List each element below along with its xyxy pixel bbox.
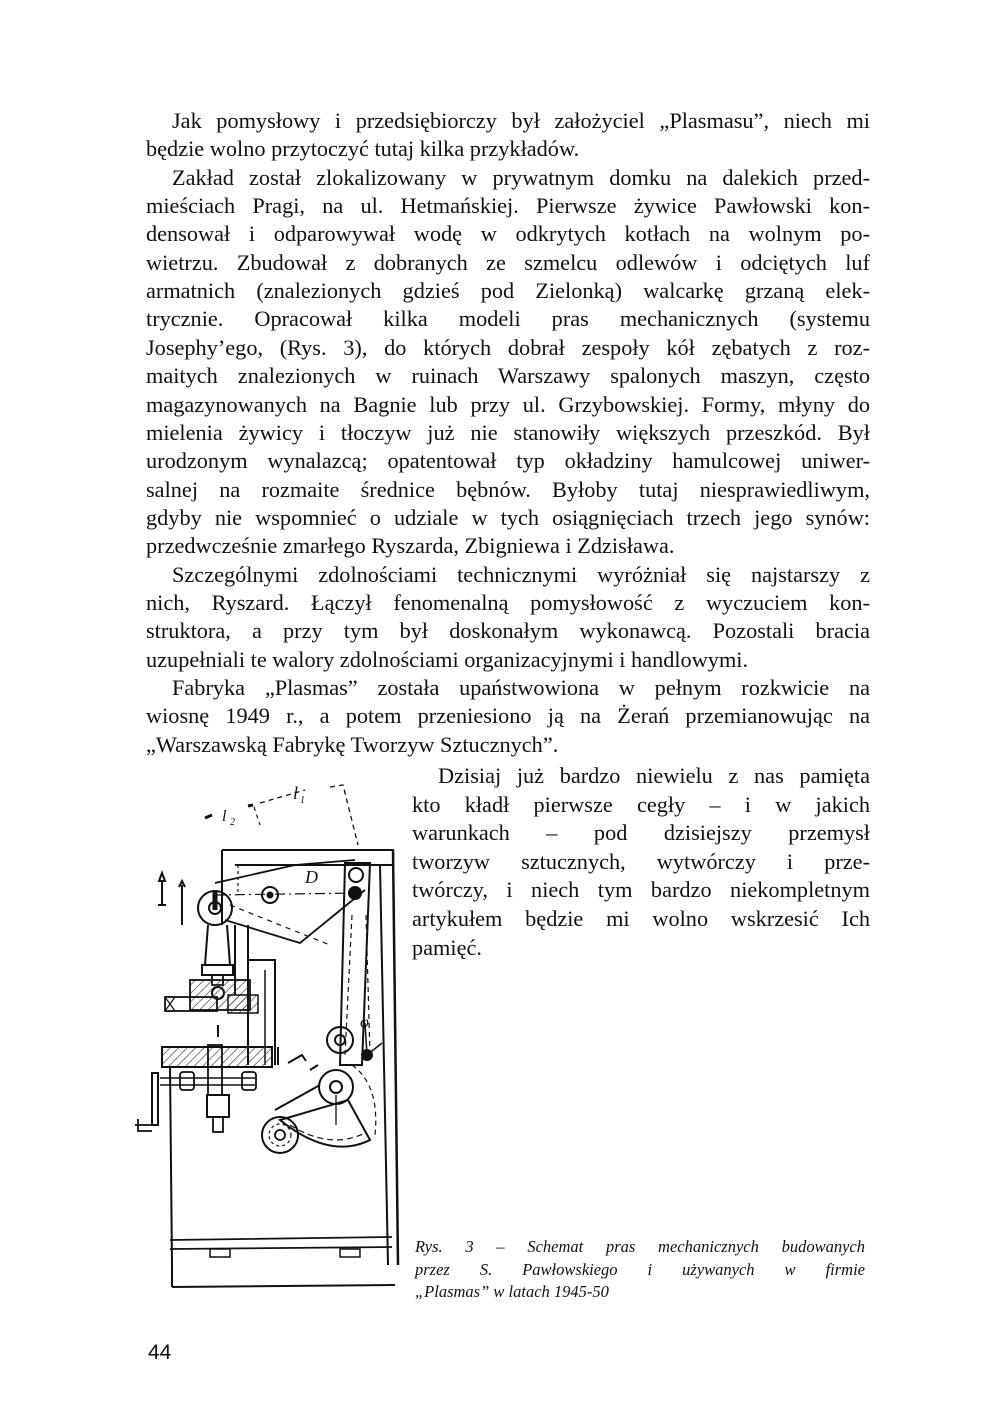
text-line: maitych znalezionych w ruinach Warszawy spalonych maszyn, często <box>146 363 870 389</box>
text-line: „Plasmas” w latach 1945-50 <box>415 1282 609 1301</box>
text-line: magazynowanych na Bagnie lub przy ul. Grzybowskiej. Formy, młyny do <box>146 391 870 417</box>
text-line: Szczególnymi zdolnościami technicznymi wyróżniał się najstarszy z <box>172 561 870 587</box>
text-line: densował i odparowywał wodę w odkrytych kotłach na wolnym po- <box>146 221 870 247</box>
toggle-linkage <box>288 863 382 1104</box>
text-line: Josephy’ego, (Rys. 3), do których dobrał zespoły kół zębatych z roz- <box>146 334 870 360</box>
text-line: mielenia żywicy i tłoczyw już nie stanowiły większych przeszkód. Był <box>146 419 870 445</box>
text-line: mieściach Pragi, na ul. Hetmańskiej. Pierwsze żywice Pawłowski kon- <box>146 193 870 219</box>
label-l2: l <box>222 808 227 825</box>
text-line: uzupełniali te walory zdolnościami organizacyjnymi i handlowymi. <box>146 646 749 672</box>
text-line: przez S. Pawłowskiego i używanych w firmie <box>415 1259 865 1279</box>
label-l1: l <box>293 783 299 803</box>
svg-text:1: 1 <box>300 795 305 806</box>
text-line: przedwcześnie zmarłego Ryszarda, Zbigniewa i Zdzisława. <box>146 533 675 559</box>
gear-sector <box>262 1065 376 1153</box>
press-table <box>135 1045 278 1265</box>
text-line: wietrzu. Zbudował z dobranych ze szmelcu odlewów i odciętych luf <box>146 249 870 275</box>
label-phi: φ <box>360 1014 369 1031</box>
text-line: gdyby nie wspomnieć o udziale w tych osiągnięciach trzech jego synów: <box>146 504 870 530</box>
text-line: „Warszawską Fabrykę Tworzyw Sztucznych”. <box>146 731 559 757</box>
text-line: nich, Ryszard. Łączył fenomenalną pomysłowość z wyczuciem kon- <box>146 589 870 615</box>
text-line: tworzyw sztucznych, wytwórczy i prze- <box>412 848 870 874</box>
text-line: armatnich (znalezionych gdzieś pod Zielonką) walcarkę grzaną elek- <box>146 278 870 304</box>
text-line: artykułem będzie mi wolno wskrzesić Ich <box>412 906 870 931</box>
svg-text:2: 2 <box>230 817 235 828</box>
text-line: warunkach – pod dzisiejszy przemysł <box>412 820 870 846</box>
text-line: Zakład został zlokalizowany w prywatnym domku na dalekich przed- <box>172 164 870 190</box>
press-base <box>170 1237 395 1287</box>
text-line: pamięć. <box>412 934 482 960</box>
text-line: kto kładł pierwsze cegły – i w jakich <box>412 791 870 817</box>
text-line: struktora, a przy tym był doskonałym wykonawcą. Pozostali bracia <box>146 618 870 644</box>
text-line: wiosnę 1949 r., a potem przeniesiono ją na Żerań przemianowując na <box>146 703 870 729</box>
text-line: Rys. 3 – Schemat pras mechanicznych budowanych <box>415 1237 865 1256</box>
text-line: Fabryka „Plasmas” została upaństwowiona w pełnym rozkwicie na <box>172 675 870 700</box>
press-schematic-figure <box>130 765 405 1300</box>
text-line: urodzonym wynalazcą; opatentował typ okładziny hamulcowej uniwer- <box>146 448 870 474</box>
label-D: D <box>305 867 318 887</box>
text-line: twórczy, i niech tym bardzo niekompletnym <box>412 877 870 903</box>
text-line: będzie wolno przytoczyć tutaj kilka przykładów. <box>146 136 580 162</box>
text-line: salnej na rozmaite średnice bębnów. Byłoby tutaj niesprawiedliwym, <box>146 476 870 502</box>
text-line: Dzisiaj już bardzo niewielu z nas pamięta <box>438 763 870 788</box>
page-number: 44 <box>148 1341 172 1364</box>
press-schematic-drawing <box>130 765 405 1300</box>
mould-block <box>165 980 258 1037</box>
dimension-lines <box>158 783 358 925</box>
text-line: trycznie. Opracował kilka modeli pras mechanicznych (systemu <box>146 306 870 332</box>
text-line: Jak pomysłowy i przedsiębiorczy był założyciel „Plasmasu”, niech mi <box>172 108 870 133</box>
